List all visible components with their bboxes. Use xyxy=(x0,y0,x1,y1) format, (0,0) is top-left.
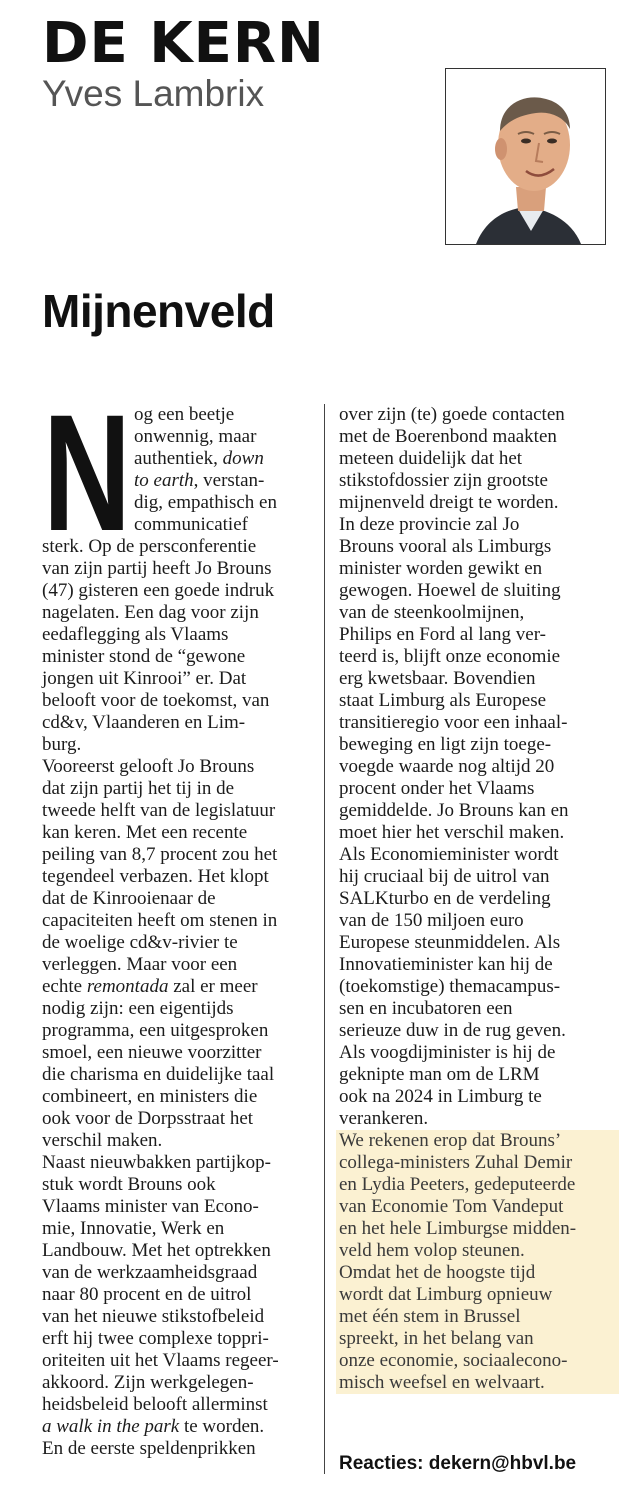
text-line: moet hier het verschil maken. xyxy=(339,822,565,843)
text-segment: og een beetje xyxy=(134,404,235,425)
author-name: Yves Lambrix xyxy=(42,73,265,114)
text-line xyxy=(42,536,322,558)
text-line xyxy=(42,492,322,514)
text-line xyxy=(42,580,322,602)
text-segment: naar 80 procent en de uitrol xyxy=(42,1284,252,1305)
text-line: veld hem volop steunen. xyxy=(339,1240,525,1261)
text-line xyxy=(42,624,322,646)
article-headline: Mijnenveld xyxy=(42,285,275,337)
text-line: teerd is, blijft onze economie xyxy=(339,646,561,667)
text-segment: dat zijn partij het tij in de xyxy=(42,778,235,799)
text-line xyxy=(42,1108,322,1130)
text-line xyxy=(42,1130,322,1152)
text-segment: Landbouw. Met het optrekken xyxy=(42,1240,271,1261)
text-line: mijnenveld dreigt te worden. xyxy=(339,492,559,513)
article-column-right xyxy=(339,404,629,1394)
text-line xyxy=(42,602,322,624)
text-line xyxy=(42,1042,322,1064)
text-line: gemiddelde. Jo Brouns kan en xyxy=(339,800,569,821)
text-line xyxy=(42,690,322,712)
text-segment: echte xyxy=(42,976,87,997)
text-line xyxy=(42,822,322,844)
text-line: Philips en Ford al lang ver- xyxy=(339,624,547,645)
text-line xyxy=(42,1394,322,1416)
text-segment: Vooreerst gelooft Jo Brouns xyxy=(42,756,255,777)
text-segment: En de eerste speldenprikken xyxy=(42,1438,256,1459)
text-segment: eedaflegging als Vlaams xyxy=(42,624,229,645)
text-segment: , verstan- xyxy=(193,470,265,491)
text-line: collega-ministers Zuhal Demir xyxy=(339,1152,573,1173)
text-segment: zal er meer xyxy=(168,976,258,997)
text-line: procent onder het Vlaams xyxy=(339,778,535,799)
text-segment: programma, een uitgesproken xyxy=(42,1020,269,1041)
text-line xyxy=(42,1240,322,1262)
text-line xyxy=(42,558,322,580)
text-line: sen en incubatoren een xyxy=(339,998,513,1019)
text-line xyxy=(42,800,322,822)
text-segment: heidsbeleid belooft allerminst xyxy=(42,1394,268,1415)
text-segment: tegendeel verbazen. Het klopt xyxy=(42,866,269,887)
text-line xyxy=(42,778,322,800)
text-segment: Vlaams minister van Econo- xyxy=(42,1196,259,1217)
text-line xyxy=(42,1218,322,1240)
text-line: voegde waarde nog altijd 20 xyxy=(339,756,555,777)
text-line: van de 150 miljoen euro xyxy=(339,910,524,931)
text-line: Als Economieminister wordt xyxy=(339,844,559,865)
text-line: en Lydia Peeters, gedeputeerde xyxy=(339,1174,576,1195)
text-segment: dat de Kinrooienaar de xyxy=(42,888,216,909)
text-segment: te worden. xyxy=(179,1416,265,1437)
text-line: Als voogdijminister is hij de xyxy=(339,1042,556,1063)
text-line: Omdat het de hoogste tijd xyxy=(339,1262,536,1283)
text-line: Europese steunmiddelen. Als xyxy=(339,932,561,953)
text-line: Brouns vooral als Limburgs xyxy=(339,536,552,557)
text-line xyxy=(42,734,322,756)
text-line: beweging en ligt zijn toege- xyxy=(339,734,552,755)
text-segment: cd&v, Vlaanderen en Lim- xyxy=(42,712,246,733)
italic-phrase: down xyxy=(222,448,264,469)
text-line: van Economie Tom Vandeput xyxy=(339,1196,564,1217)
text-line: wordt dat Limburg opnieuw xyxy=(339,1284,553,1305)
text-line xyxy=(42,646,322,668)
text-segment: capaciteiten heeft om stenen in xyxy=(42,910,278,931)
text-line: ook na 2024 in Limburg te xyxy=(339,1086,542,1107)
text-line xyxy=(42,866,322,888)
text-line xyxy=(42,1196,322,1218)
text-line xyxy=(42,1306,322,1328)
text-segment: kan keren. Met een recente xyxy=(42,822,248,843)
text-segment: tweede helft van de legislatuur xyxy=(42,800,276,821)
text-line xyxy=(42,756,322,778)
text-segment: van de werkzaamheidsgraad xyxy=(42,1262,258,1283)
text-segment: akkoord. Zijn werkgelegen- xyxy=(42,1372,254,1393)
text-line xyxy=(42,1350,322,1372)
text-segment: oriteiten uit het Vlaams regeer- xyxy=(42,1350,279,1371)
text-line: serieuze duw in de rug geven. xyxy=(339,1020,566,1041)
text-line: staat Limburg als Europese xyxy=(339,690,547,711)
italic-phrase: remontada xyxy=(86,976,169,997)
text-segment: ook voor de Dorpsstraat het xyxy=(42,1108,254,1129)
text-segment: (47) gisteren een goede indruk xyxy=(42,580,275,601)
text-line: hij cruciaal bij de uitrol van xyxy=(339,866,550,887)
text-segment: Naast nieuwbakken partijkop- xyxy=(42,1152,271,1173)
text-line xyxy=(42,1262,322,1284)
text-line: transitieregio voor een inhaal- xyxy=(339,712,568,733)
text-line: gewogen. Hoewel de sluiting xyxy=(339,580,561,601)
text-line xyxy=(42,470,322,492)
text-segment: die charisma en duidelijke taal xyxy=(42,1064,275,1085)
text-segment: de woelige cd&v-rivier te xyxy=(42,932,238,953)
text-line xyxy=(42,448,322,470)
text-segment: belooft voor de toekomst, van xyxy=(42,690,270,711)
text-line: onze economie, sociaalecono- xyxy=(339,1350,568,1371)
text-line xyxy=(42,954,322,976)
text-line xyxy=(42,976,322,998)
text-line xyxy=(42,1174,322,1196)
text-line xyxy=(42,712,322,734)
text-line xyxy=(42,1438,322,1460)
text-segment: combineert, en ministers die xyxy=(42,1086,258,1107)
text-segment: van zijn partij heeft Jo Brouns xyxy=(42,558,272,579)
text-line: verankeren. xyxy=(339,1108,429,1129)
contact-email: Reacties: dekern@hbvl.be xyxy=(339,1453,577,1474)
highlighted-passage xyxy=(336,1130,619,1394)
text-line xyxy=(42,1086,322,1108)
text-line: Innovatieminister kan hij de xyxy=(339,954,553,975)
text-segment: sterk. Op de persconferentie xyxy=(42,536,257,557)
text-line: en het hele Limburgse midden- xyxy=(339,1218,577,1239)
text-line: spreekt, in het belang van xyxy=(339,1328,534,1349)
author-photo xyxy=(445,68,606,245)
text-line xyxy=(42,514,322,536)
column-divider xyxy=(324,404,325,1474)
text-segment: dig, empathisch en xyxy=(134,492,277,513)
text-line: geknipte man om de LRM xyxy=(339,1064,540,1085)
text-line xyxy=(42,1328,322,1350)
text-line xyxy=(42,998,322,1020)
italic-phrase: to earth xyxy=(134,470,194,491)
text-line xyxy=(42,844,322,866)
text-line: met één stem in Brussel xyxy=(339,1306,521,1327)
text-line xyxy=(42,910,322,932)
text-line xyxy=(42,1372,322,1394)
text-line: over zijn (te) goede contacten xyxy=(339,404,565,425)
text-line: (toekomstige) themacampus- xyxy=(339,976,561,997)
text-line: minister worden gewikt en xyxy=(339,558,543,579)
text-line xyxy=(42,932,322,954)
text-line: van de steenkoolmijnen, xyxy=(339,602,525,623)
text-line: misch weefsel en welvaart. xyxy=(339,1372,545,1393)
text-line xyxy=(42,888,322,910)
text-segment: mie, Innovatie, Werk en xyxy=(42,1218,225,1239)
text-segment: burg. xyxy=(42,734,82,755)
text-segment: authentiek, xyxy=(134,448,223,469)
text-segment: verleggen. Maar voor een xyxy=(42,954,238,975)
column-title: DE KERN xyxy=(42,11,325,76)
text-segment: jongen uit Kinrooi” er. Dat xyxy=(42,668,247,689)
article-column-left xyxy=(42,404,322,1460)
text-segment: minister stond de “gewone xyxy=(42,646,246,667)
text-segment: stuk wordt Brouns ook xyxy=(42,1174,216,1195)
text-line: SALKturbo en de verdeling xyxy=(339,888,551,909)
svg-text:N: N xyxy=(43,406,131,534)
text-segment: onwennig, maar xyxy=(134,426,257,447)
text-line xyxy=(42,1416,322,1438)
text-line: We rekenen erop dat Brouns’ xyxy=(339,1130,562,1151)
text-segment: van het nieuwe stikstofbeleid xyxy=(42,1306,265,1327)
text-segment: erft hij twee complexe toppri- xyxy=(42,1328,269,1349)
text-line xyxy=(42,404,322,426)
text-line: In deze provincie zal Jo xyxy=(339,514,520,535)
text-line: met de Boerenbond maakten xyxy=(339,426,557,447)
text-line xyxy=(42,1152,322,1174)
text-line xyxy=(42,1064,322,1086)
text-segment: peiling van 8,7 procent zou het xyxy=(42,844,278,865)
text-segment: nodig zijn: een eigentijds xyxy=(42,998,234,1019)
text-line xyxy=(42,668,322,690)
text-line: stikstofdossier zijn grootste xyxy=(339,470,548,491)
text-line: erg kwetsbaar. Bovendien xyxy=(339,668,536,689)
text-line xyxy=(42,426,322,448)
text-line xyxy=(42,1284,322,1306)
text-segment: verschil maken. xyxy=(42,1130,163,1151)
text-segment: communicatief xyxy=(134,514,248,535)
text-segment: nagelaten. Een dag voor zijn xyxy=(42,602,259,623)
text-line: meteen duidelijk dat het xyxy=(339,448,523,469)
text-segment: smoel, een nieuwe voorzitter xyxy=(42,1042,262,1063)
text-line xyxy=(42,1020,322,1042)
italic-phrase: a walk in the park xyxy=(42,1416,180,1437)
